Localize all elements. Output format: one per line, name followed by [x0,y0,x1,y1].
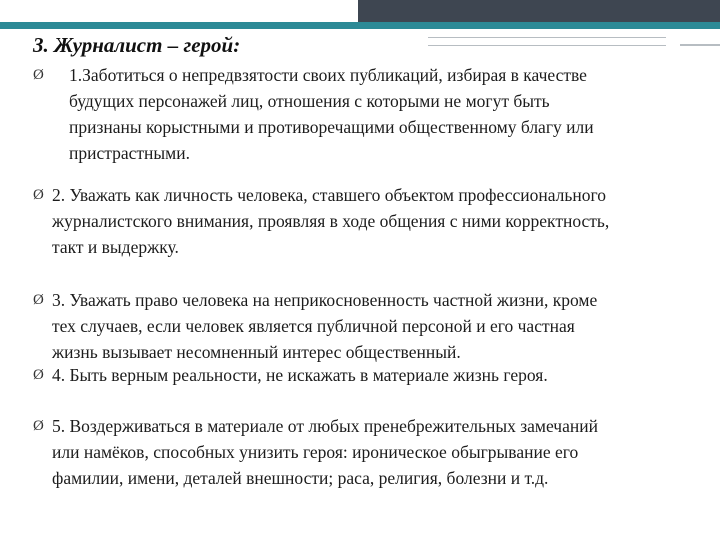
list-item-line: журналистского внимания, проявляя в ходе общения с ними корректность, [52,211,610,231]
bullet-arrow-icon: Ø [33,67,44,83]
bullet-arrow-icon: Ø [33,292,44,308]
title-rule-top [428,37,666,38]
list-item-3 [52,287,597,365]
list-item-line: или намёков, способных унизить героя: ироническое обыгрывание его [52,442,579,462]
list-item-line: 3. Уважать право человека на неприкосновенность частной жизни, кроме [52,290,598,310]
list-item-line: жизнь вызывает несомненный интерес общественный. [52,342,461,362]
list-item-line: 2. Уважать как личность человека, ставшего объектом профессионального [52,185,606,205]
side-rule [680,44,720,46]
list-item-line: фамилии, имени, деталей внешности; раса, религия, болезни и т.д. [52,468,549,488]
list-item-line: будущих персонажей лиц, отношения с которыми не могут быть [69,91,550,111]
list-item-4 [52,362,548,388]
bullet-arrow-icon: Ø [33,367,44,383]
list-item-5 [52,413,598,491]
header-dark-bar [358,0,720,22]
list-item-line: 1.Заботиться о непредвзятости своих публикаций, избирая в качестве [69,65,587,85]
header-accent-bar [0,22,720,29]
bullet-arrow-icon: Ø [33,418,44,434]
list-item-line: 5. Воздерживаться в материале от любых пренебрежительных замечаний [52,416,598,436]
list-item-line: пристрастными. [69,143,190,163]
list-item-line: признаны корыстными и противоречащими общественному благу или [69,117,594,137]
slide-title: 3. Журналист – герой: [33,33,241,57]
list-item-line: тех случаев, если человек является публичной персоной и его частная [52,316,575,336]
list-item-1 [69,62,594,166]
list-item-line: такт и выдержку. [52,237,179,257]
list-item-2 [52,182,609,260]
list-item-line: 4. Быть верным реальности, не искажать в материале жизнь героя. [52,365,548,385]
title-rule-bottom [428,45,666,46]
bullet-arrow-icon: Ø [33,187,44,203]
